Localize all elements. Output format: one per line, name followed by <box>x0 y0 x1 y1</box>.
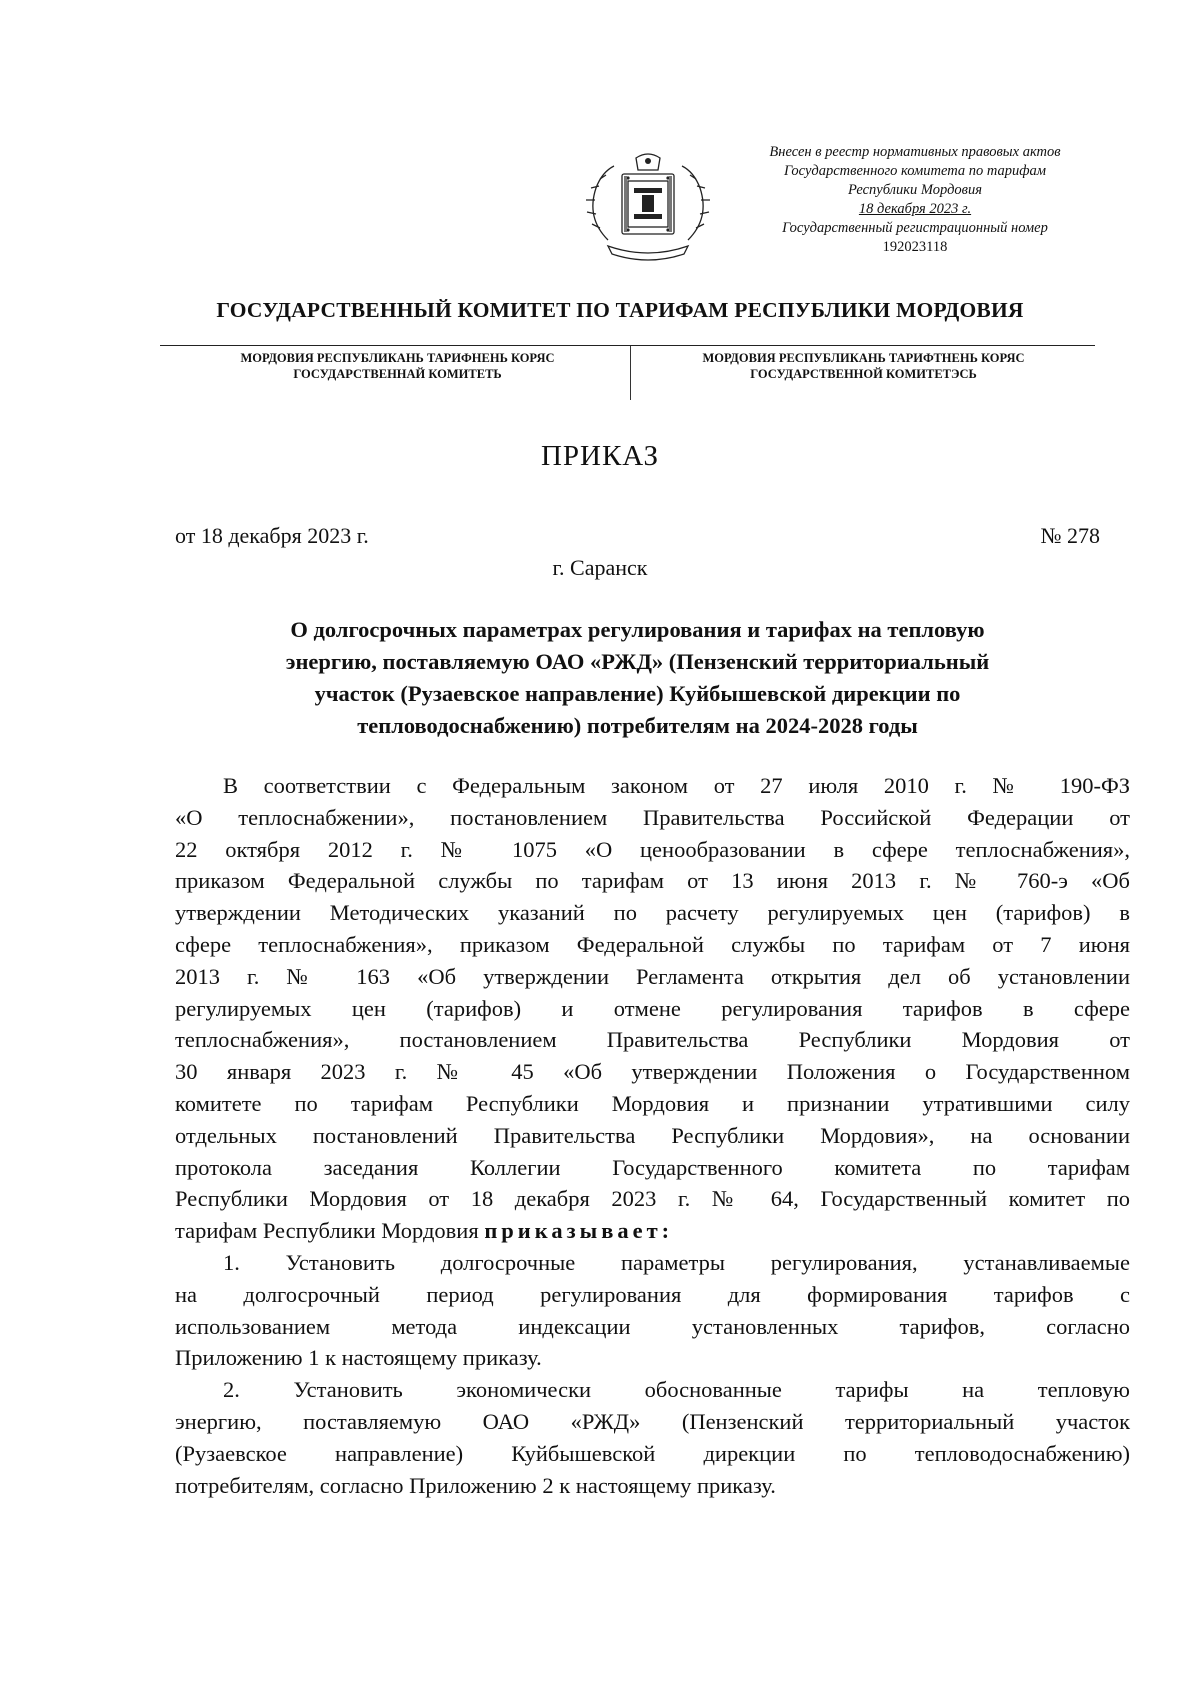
order-keyword: приказывает: <box>484 1218 674 1244</box>
item-1-line: использованием метода индексации установленных тарифов, согласно <box>175 1313 1130 1339</box>
registry-stamp <box>730 143 1100 257</box>
preamble-line: утверждении Методических указаний по расчету регулируемых цен (тарифов) в <box>175 900 1130 926</box>
item-2-line: 2. Установить экономически обоснованные тарифы на тепловую <box>223 1377 1130 1403</box>
document-date: от 18 декабря 2023 г. <box>175 523 369 548</box>
document-number: № 278 <box>1040 523 1100 548</box>
preamble-line: Республики Мордовия от 18 декабря 2023 г. № 64, Государственный комитет по <box>175 1186 1130 1212</box>
preamble-line: В соответствии с Федеральным законом от 27 июля 2010 г. № 190-ФЗ <box>223 773 1130 798</box>
registry-line-5: Государственный регистрационный номер <box>782 220 1048 236</box>
item-1-line: Приложению 1 к настоящему приказу. <box>175 1345 542 1371</box>
item-2-line: (Рузаевское направление) Куйбышевской дирекции по тепловодоснабжению) <box>175 1440 1130 1466</box>
title-line: О долгосрочных параметрах регулирования и тарифах на тепловую <box>290 617 985 642</box>
item-2-line: энергию, поставляемую ОАО «РЖД» (Пензенский территориальный участок <box>175 1408 1130 1434</box>
header-divider <box>630 346 631 400</box>
registry-line-1: Внесен в реестр нормативных правовых актов <box>769 144 1061 160</box>
preamble-line: 30 января 2023 г. № 45 «Об утверждении Положения о Государственном <box>175 1059 1130 1085</box>
document-type: ПРИКАЗ <box>540 440 660 472</box>
organization-title: ГОСУДАРСТВЕННЫЙ КОМИТЕТ ПО ТАРИФАМ РЕСПУБЛИКИ МОРДОВИЯ <box>216 298 1024 322</box>
registry-line-3: Республики Мордовия <box>848 182 982 198</box>
preamble-line: 2013 г. № 163 «Об утверждении Регламента открытия дел об установлении <box>175 963 1130 989</box>
preamble-line: теплоснабжения», постановлением Правительства Республики Мордовия от <box>175 1027 1130 1053</box>
preamble-line: протокола заседания Коллегии Государственного комитета по тарифам <box>175 1154 1130 1180</box>
document-title <box>175 614 1100 742</box>
subtitle-right-line-1: МОРДОВИЯ РЕСПУБЛИКАНЬ ТАРИФТНЕНЬ КОРЯС <box>702 351 1025 365</box>
preamble-last-prefix: тарифам Республики Мордовия <box>175 1218 485 1244</box>
preamble-line: 22 октября 2012 г. № 1075 «О ценообразовании в сфере теплоснабжения», <box>175 836 1130 862</box>
item-1-line: 1. Установить долгосрочные параметры регулирования, устанавливаемые <box>223 1249 1130 1275</box>
title-line: тепловодоснабжению) потребителям на 2024-2028 годы <box>357 713 918 738</box>
preamble-line: отдельных постановлений Правительства Республики Мордовия», на основании <box>175 1122 1130 1148</box>
subtitle-left <box>170 350 625 382</box>
preamble-line: «О теплоснабжении», постановлением Правительства Российской Федерации от <box>175 804 1130 830</box>
registry-line-2: Государственного комитета по тарифам <box>783 163 1047 179</box>
preamble-line: приказом Федеральной службы по тарифам от 13 июня 2013 г. № 760-э «Об <box>175 868 1130 894</box>
subtitle-left-line-1: МОРДОВИЯ РЕСПУБЛИКАНЬ ТАРИФНЕНЬ КОРЯС <box>240 351 555 365</box>
title-line: участок (Рузаевское направление) Куйбышевской дирекции по <box>314 681 961 706</box>
coat-of-arms-mordovia-icon <box>578 148 718 266</box>
subtitle-right-line-2: ГОСУДАРСТВЕННОЙ КОМИТЕТЭСЬ <box>750 367 977 381</box>
title-line: энергию, поставляемую ОАО «РЖД» (Пензенский территориальный <box>285 649 990 674</box>
subtitle-right <box>636 350 1091 382</box>
item-1-line: на долгосрочный период регулирования для формирования тарифов с <box>175 1281 1130 1307</box>
registry-date: 18 декабря 2023 г. <box>858 201 972 217</box>
preamble-line: регулируемых цен (тарифов) и отмене регулирования тарифов в сфере <box>175 995 1130 1021</box>
preamble-line: комитете по тарифам Республики Мордовия и признании утратившими силу <box>175 1090 1130 1116</box>
preamble-last-line <box>175 1215 1130 1247</box>
item-2-line: потребителям, согласно Приложению 2 к настоящему приказу. <box>175 1472 776 1498</box>
registry-number: 192023118 <box>882 239 948 255</box>
preamble-line: сфере теплоснабжения», приказом Федеральной службы по тарифам от 7 июня <box>175 931 1130 957</box>
subtitle-left-line-2: ГОСУДАРСТВЕННАЙ КОМИТЕТЬ <box>293 367 502 381</box>
document-body <box>175 770 1130 1501</box>
document-city: г. Саранск <box>552 555 648 580</box>
header-rule <box>160 345 1095 346</box>
